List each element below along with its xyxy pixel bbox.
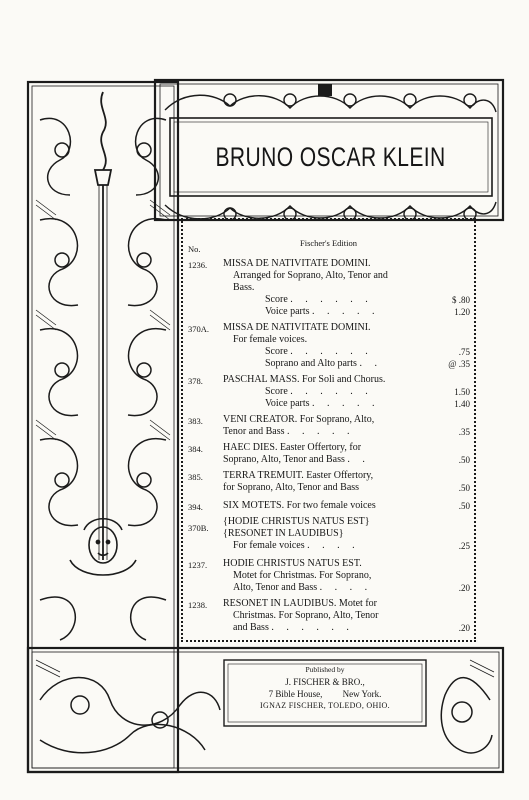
entry-price: .50 [458,455,470,465]
entry-sub-score: Score . . . . . . [265,346,373,357]
entry-number: 1238. [188,600,208,610]
entry-description: Bass. [233,282,255,293]
publisher-branch: IGNAZ FISCHER, TOLEDO, OHIO. [260,701,390,710]
publisher-name: J. FISCHER & BRO., [285,677,365,687]
entry-title: MISSA DE NATIVITATE DOMINI. [223,322,371,333]
entry-price: .20 [458,623,470,633]
entry-sub-sa-parts: Soprano and Alto parts . . [265,358,382,369]
entry-number: 378. [188,376,203,386]
entry-title: PASCHAL MASS. For Soli and Chorus. [223,374,386,385]
entry-description: Soprano, Alto, Tenor and Bass . . [223,454,370,465]
entry-title: HODIE CHRISTUS NATUS EST. [223,558,362,569]
entry-title: {HODIE CHRISTUS NATUS EST} [223,516,370,527]
entry-title: RESONET IN LAUDIBUS. Motet for [223,598,377,609]
entry-description: Christmas. For Soprano, Alto, Tenor [233,610,379,621]
entry-description: For female voices. [233,334,308,345]
entry-price: $ .80 [452,295,470,305]
entry-price: 1.20 [454,307,470,317]
entry-description: Arranged for Soprano, Alto, Tenor and [233,270,388,281]
entry-description: Motet for Christmas. For Soprano, [233,570,372,581]
edition-heading: Fischer's Edition [299,238,357,248]
entry-number: 1236. [188,260,208,270]
entry-sub-score: Score . . . . . . [265,386,373,397]
published-by-label: Published by [305,665,345,674]
entry-title: VENI CREATOR. For Soprano, Alto, [223,414,375,425]
title-cartouche [172,122,490,192]
entry-title: {RESONET IN LAUDIBUS} [223,528,344,539]
entry-price: .20 [458,583,470,593]
entry-number: 385. [188,472,203,482]
entry-price: .50 [458,483,470,493]
composer-name: BRUNO OSCAR KLEIN [215,141,447,172]
entry-description: Alto, Tenor and Bass . . . . [233,582,373,593]
entry-price: 1.40 [454,399,470,409]
entry-price: 1.50 [454,387,470,397]
entry-price: .25 [458,541,470,551]
entry-price: .75 [458,347,470,357]
entry-title: TERRA TREMUIT. Easter Offertory, [223,470,374,481]
entry-description: for Soprano, Alto, Tenor and Bass [223,482,360,493]
entry-number: 1237. [188,560,208,570]
entry-price: @ .35 [448,359,470,369]
publisher-imprint [230,664,420,722]
entry-number: 384. [188,444,203,454]
entry-number: 394. [188,502,203,512]
entry-sub-voice-parts: Voice parts . . . . . [265,306,380,317]
entry-sub-voice-parts: Voice parts . . . . . [265,398,380,409]
entry-sub-score: Score . . . . . . [265,294,373,305]
entry-number: 383. [188,416,203,426]
number-column-label: No. [188,244,201,254]
entry-title: MISSA DE NATIVITATE DOMINI. [223,258,371,269]
entry-number: 370B. [188,523,209,533]
entry-description: For female voices . . . . [233,540,360,551]
entry-description: Tenor and Bass . . . . . [223,426,355,437]
entry-description: and Bass . . . . . . [233,622,354,633]
entry-number: 370A. [188,324,210,334]
entry-price: .35 [458,427,470,437]
entry-title: SIX MOTETS. For two female voices [223,500,376,511]
entry-title: HAEC DIES. Easter Offertory, for [223,442,362,453]
publisher-address: 7 Bible House, New York. [268,689,382,699]
entry-price: .50 [458,501,470,511]
catalog-panel [181,218,476,642]
